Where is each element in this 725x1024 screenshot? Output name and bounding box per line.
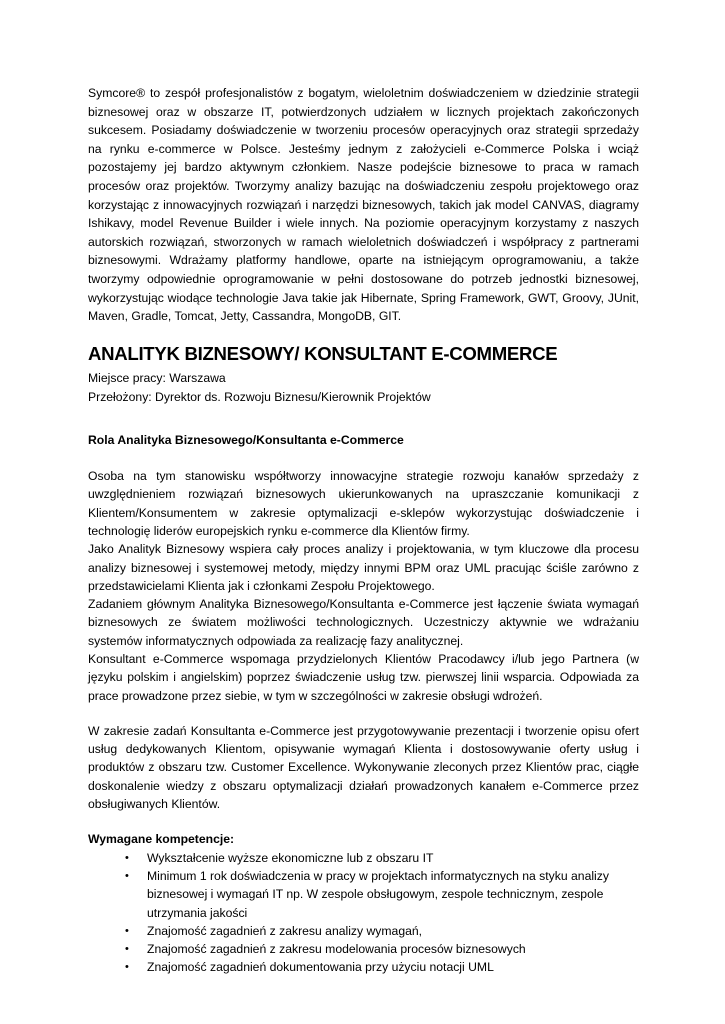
bullet-icon: • (125, 943, 129, 956)
list-item (88, 922, 639, 940)
bullet-icon: • (125, 869, 129, 882)
job-supervisor: Przełożony: Dyrektor ds. Rozwoju Biznesu/Kierownik Projektów (88, 390, 431, 405)
role-line: Konsultant e-Commerce wspomaga przydzielonych Klientów Pracodawcy i/lub jego Partnera (w języku polskim i angielskim) poprzez świadczenie usług tzw. pierwszej linii wsparcia. Odpowiada za prace prowadzone przez siebie, w tym w szczególności w zakresie obsługi wdrożeń. (88, 651, 639, 703)
list-item (88, 867, 639, 922)
scope-paragraph: W zakresie zadań Konsultanta e-Commerce jest przygotowywanie prezentacji i tworzenie opisu ofert usług dedykowanych Klientom, opisywanie wymagań Klienta i dostosowywanie oferty usług i produktów z obszaru tzw. Customer Excellence. Wykonywanie zleconych przez Klientów prac, ciągłe doskonalenie wiedzy z obszaru optymalizacji działań prowadzonych kanałem e-Commerce przez obsługiwanych Klientów. (88, 723, 639, 812)
role-heading: Rola Analityka Biznesowego/Konsultanta e-Commerce (88, 432, 404, 447)
company-intro: Symcore® to zespół profesjonalistów z bogatym, wieloletnim doświadczeniem w dziedzinie strategii biznesowej oraz w obszarze IT, potwierdzonych udziałem w licznych projektach zakończonych sukcesem. Posiadamy doświadczenie w tworzeniu procesów operacyjnych oraz strategii sprzedaży na rynku e-commerce w Polsce. Jesteśmy jednym z założycieli e-Commerce Polska i wciąż pozostajemy jej bardzo aktywnym członkiem. Nasze podejście biznesowe to praca w ramach procesów oraz projektów. Tworzymy analizy bazując na doświadczeniu zespołu projektowego oraz korzystając z innowacyjnych rozwiązań i narzędzi biznesowych, takich jak model CANVAS, diagramy Ishikavy, model Revenue Builder i wiele innych. Na poziomie operacyjnym korzystamy z naszych autorskich rozwiązań, stworzonych w ramach wieloletnich doświadczeń i współpracy z partnerami biznesowymi. Wdrażamy platformy handlowe, oparte na istniejącym oprogramowaniu, a także tworzymy odpowiednie oprogramowanie w pełni dostosowane do potrzeb jednostki biznesowej, wykorzystując wiodące technologie Java takie jak Hibernate, Spring Framework, GWT, Groovy, JUnit, Maven, Gradle, Tomcat, Jetty, Cassandra, MongoDB, GIT. (88, 86, 639, 324)
job-location: Miejsce pracy: Warszawa (88, 370, 226, 385)
role-line: Zadaniem głównym Analityka Biznesowego/Konsultanta e-Commerce jest łączenie świata wymagań biznesowych ze światem możliwości technologicznych. Uczestniczy aktywnie we wdrażaniu systemów informatycznych odpowiada za realizację fazy analitycznej. (88, 597, 639, 648)
list-item-text: Minimum 1 rok doświadczenia w pracy w projektach informatycznych na styku analizy biznesowej i wymagań IT np. W zespole obsługowym, zespole technicznym, zespole utrzymania jakości (147, 868, 609, 920)
list-item (88, 849, 639, 867)
document-page (88, 84, 639, 977)
role-description (88, 467, 639, 705)
list-item-text: Znajomość zagadnień z zakresu modelowania procesów biznesowych (147, 942, 526, 957)
list-item (88, 940, 639, 958)
competencies-list (88, 849, 639, 977)
role-line: Jako Analityk Biznesowy wspiera cały proces analizy i projektowania, w tym kluczowe dla procesu analizy biznesowej i systemowej metody, między innymi BPM oraz UML pracując ściśle zarówno z przedstawicielami Klienta jak i członkami Zespołu Projektowego. (88, 542, 639, 593)
bullet-icon: • (125, 924, 129, 937)
competencies-heading: Wymagane kompetencje: (88, 832, 235, 847)
role-line: Osoba na tym stanowisku współtworzy innowacyjne strategie rozwoju kanałów sprzedaży z uwzględnieniem rozwiązań biznesowych ukierunkowanych na upraszczanie komunikacji z Klientem/Konsumentem w zakresie optymalizacji e-sklepów wykorzystując doświadczenie i technologię liderów europejskich rynku e-commerce dla Klientów firmy. (88, 469, 639, 538)
bullet-icon: • (125, 851, 129, 864)
list-item (88, 958, 639, 976)
bullet-icon: • (125, 961, 129, 974)
list-item-text: Znajomość zagadnień z zakresu analizy wymagań, (147, 923, 423, 938)
job-title: ANALITYK BIZNESOWY/ KONSULTANT E-COMMERCE (88, 342, 558, 364)
list-item-text: Wykształcenie wyższe ekonomiczne lub z obszaru IT (147, 850, 434, 865)
list-item-text: Znajomość zagadnień dokumentowania przy użyciu notacji UML (147, 960, 494, 975)
